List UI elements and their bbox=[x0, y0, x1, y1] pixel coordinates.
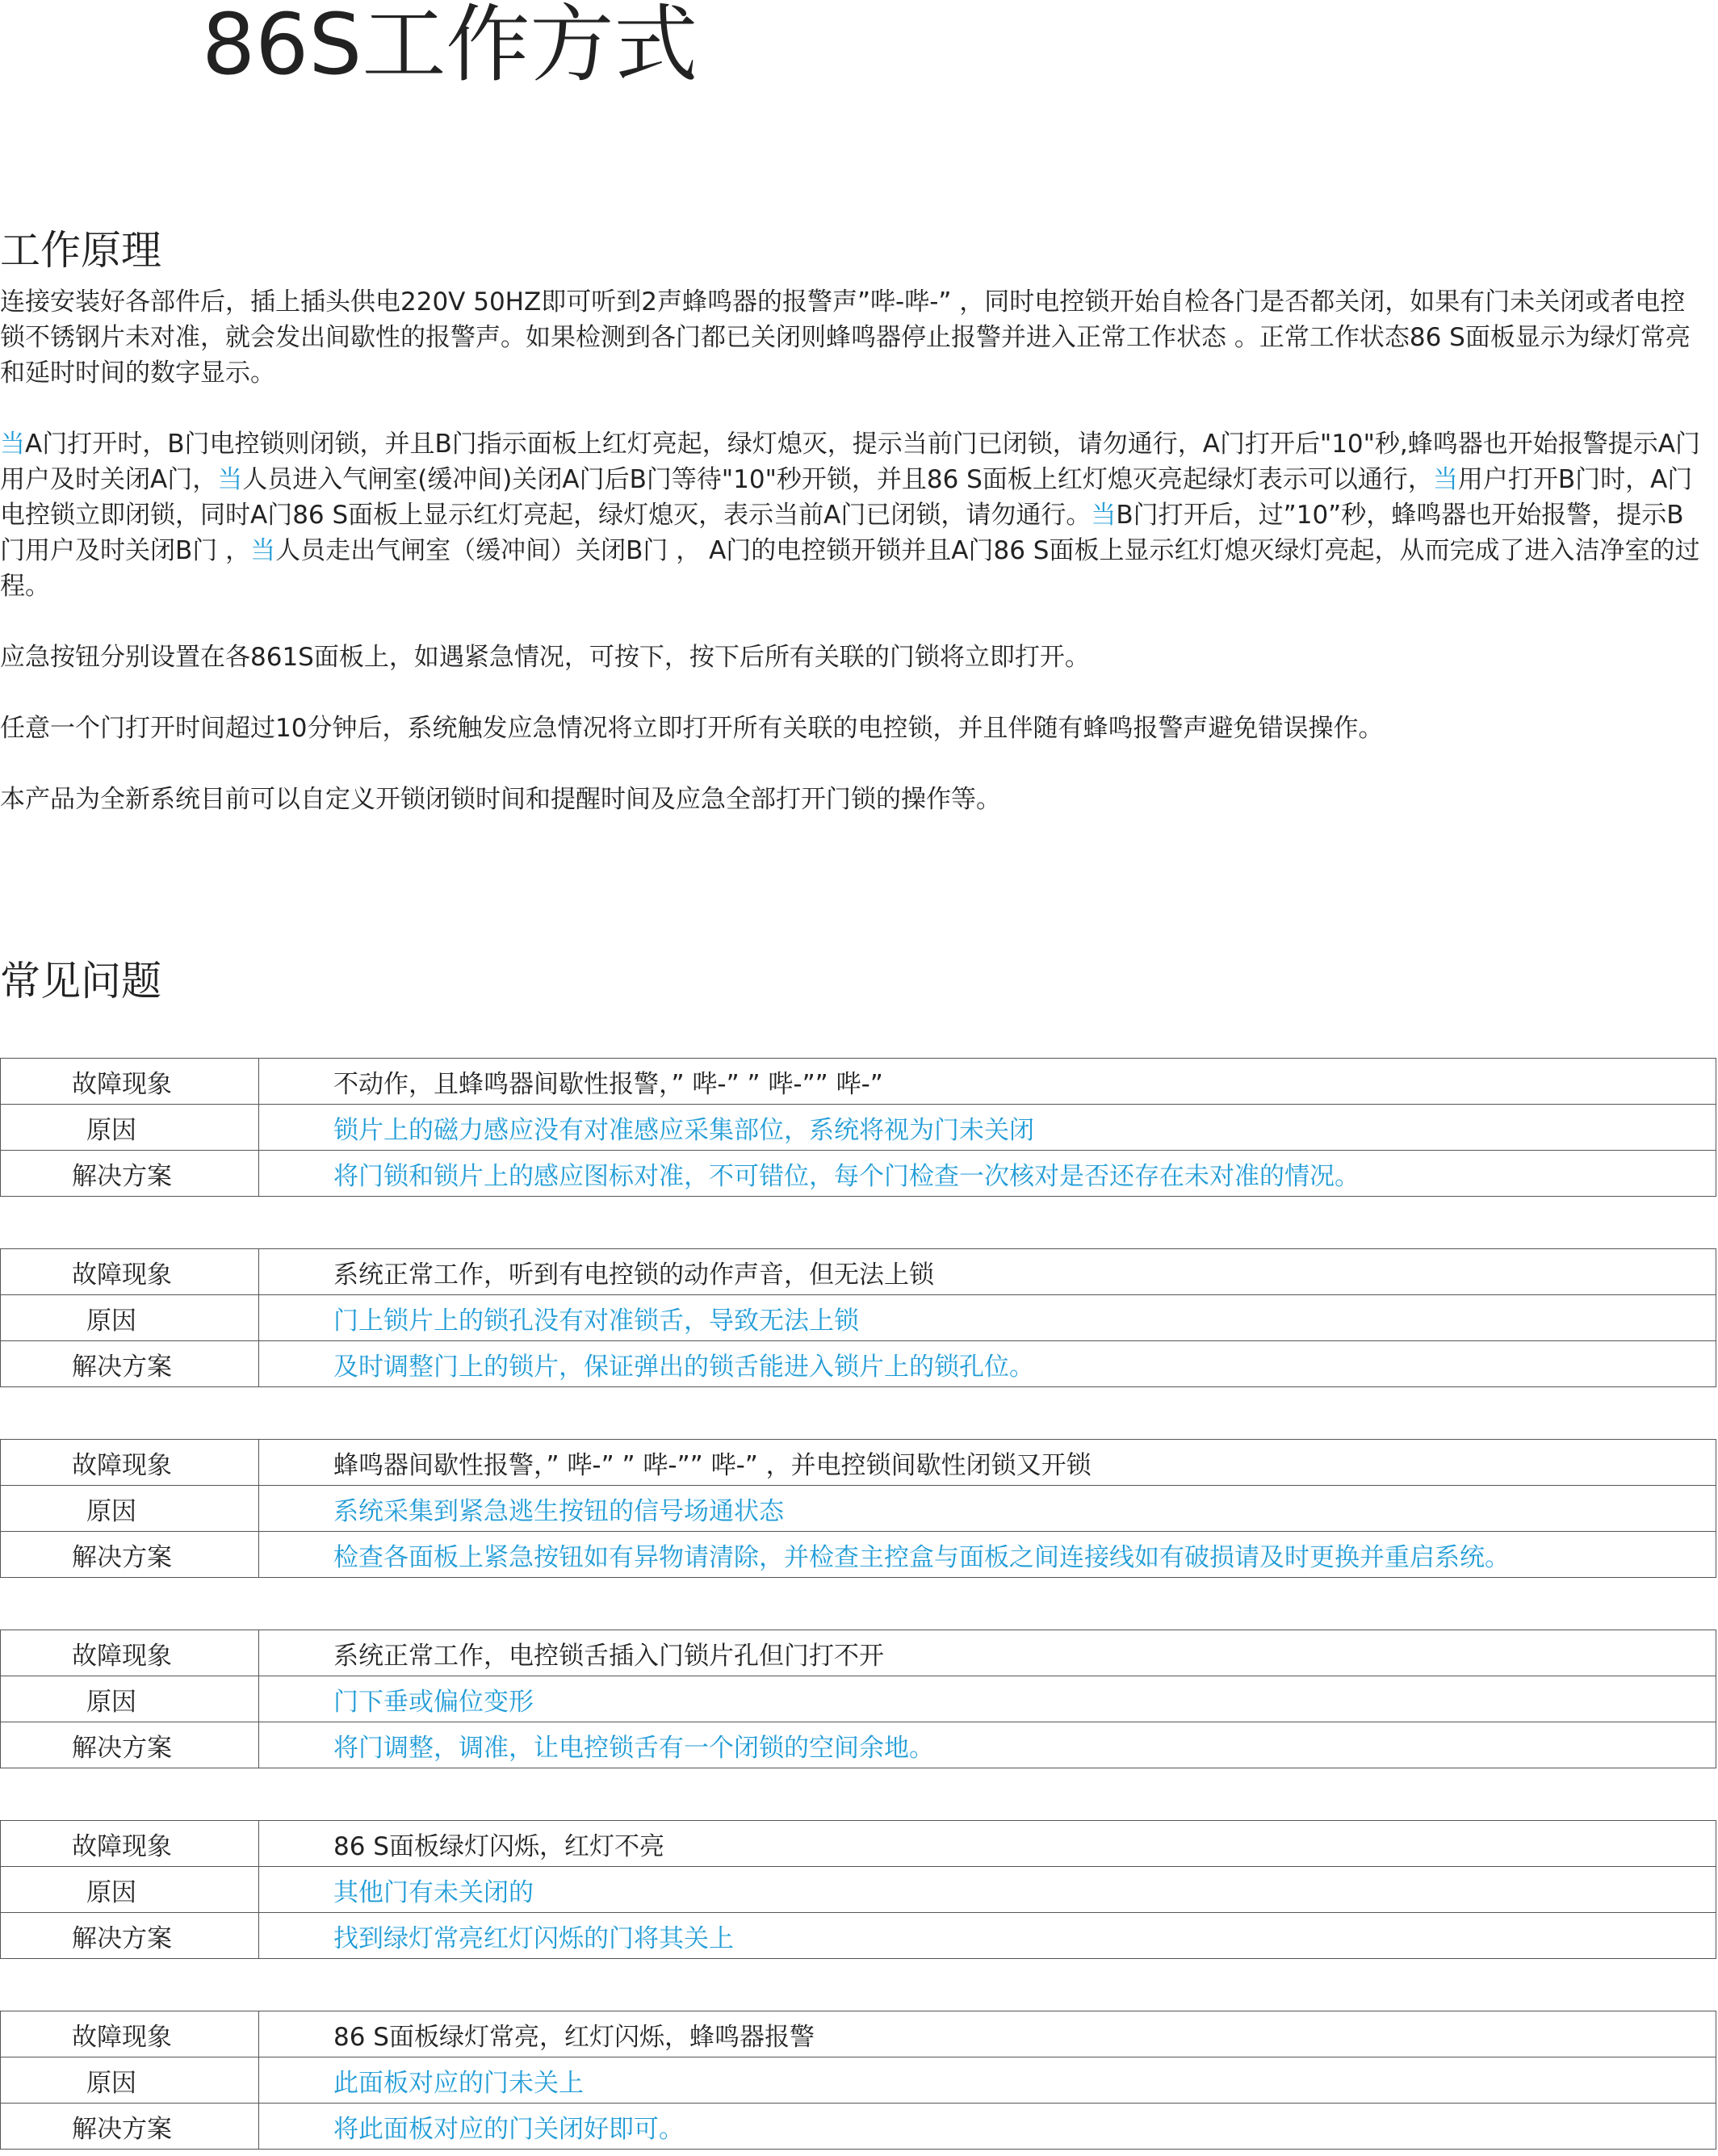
paragraph-emergency-button: 应急按钮分别设置在各861S面板上，如遇紧急情况，可按下，按下后所有关联的门锁将立即打开。 bbox=[0, 643, 1090, 672]
section-heading-principle: 工作原理 bbox=[0, 227, 161, 274]
faq-row-cause bbox=[1, 2057, 1716, 2104]
solution-label: 解决方案 bbox=[1, 1722, 259, 1768]
solution-label: 解决方案 bbox=[1, 1913, 259, 1959]
cause-label: 原因 bbox=[1, 1867, 259, 1913]
highlight-text: 当 bbox=[250, 536, 276, 565]
symptom-label: 故障现象 bbox=[1, 1249, 259, 1295]
symptom-text: 86 S面板绿灯常亮，红灯闪烁，蜂鸣器报警 bbox=[259, 2011, 1716, 2057]
cause-label: 原因 bbox=[1, 1105, 259, 1151]
section-heading-faq: 常见问题 bbox=[0, 958, 161, 1005]
paragraph-startup: 连接安装好各部件后，插上插头供电220V 50HZ即可听到2声蜂鸣器的报警声”哔-哔-” ，同时电控锁开始自检各门是否都关闭，如果有门未关闭或者电控锁不锈钢片未对准，就会发出间歇性的报警声。如果检测到各门都已关闭则蜂鸣器停止报警并进入正常工作状态 。正常工作状态86 S面板显示为绿灯常亮和延时时间的数字显示。 bbox=[0, 287, 1691, 388]
solution-text: 将门调整，调准，让电控锁舌有一个闭锁的空间余地。 bbox=[259, 1722, 1716, 1768]
faq-row-cause bbox=[1, 1867, 1716, 1913]
body-text: 人员走出气闸室（缓冲间）关闭B门 ， A门的电控锁开锁并且A门86 S面板上显示红灯熄灭绿灯亮起，从而完成了进入洁净室的过程。 bbox=[0, 536, 1700, 601]
solution-text: 将此面板对应的门关闭好即可。 bbox=[259, 2104, 1716, 2150]
cause-text: 此面板对应的门未关上 bbox=[259, 2057, 1716, 2104]
solution-label: 解决方案 bbox=[1, 1532, 259, 1578]
symptom-label: 故障现象 bbox=[1, 1059, 259, 1105]
cause-text: 系统采集到紧急逃生按钮的信号场通状态 bbox=[259, 1486, 1716, 1532]
body-text: 用户打开B门时，A门电控锁立即闭锁，同时A门86 S面板上显示红灯亮起，绿灯熄灭，表示当前A门已闭锁，请勿通行。 bbox=[0, 465, 1693, 530]
body-text: B门打开后，过”10”秒，蜂鸣器也开始报警，提示B门用户及时关闭B门 ， bbox=[0, 501, 1684, 565]
solution-label: 解决方案 bbox=[1, 2104, 259, 2150]
symptom-label: 故障现象 bbox=[1, 1630, 259, 1676]
symptom-text: 系统正常工作，电控锁舌插入门锁片孔但门打不开 bbox=[259, 1630, 1716, 1676]
solution-text: 检查各面板上紧急按钮如有异物请清除，并检查主控盒与面板之间连接线如有破损请及时更换并重启系统。 bbox=[259, 1532, 1716, 1578]
solution-text: 找到绿灯常亮红灯闪烁的门将其关上 bbox=[259, 1913, 1716, 1959]
faq-row-cause bbox=[1, 1676, 1716, 1722]
highlight-text: 当 bbox=[1432, 465, 1458, 494]
highlight-text: 当 bbox=[0, 430, 25, 459]
faq-table bbox=[0, 1439, 1716, 1578]
cause-label: 原因 bbox=[1, 2057, 259, 2104]
faq-row-solution bbox=[1, 1341, 1716, 1387]
symptom-text: 不动作，且蜂鸣器间歇性报警，” 哔-” ” 哔-”” 哔-” bbox=[259, 1059, 1716, 1105]
paragraph-product-note: 本产品为全新系统目前可以自定义开锁闭锁时间和提醒时间及应急全部打开门锁的操作等。 bbox=[0, 785, 1001, 814]
symptom-label: 故障现象 bbox=[1, 2011, 259, 2057]
solution-text: 将门锁和锁片上的感应图标对准，不可错位，每个门检查一次核对是否还存在未对准的情况。 bbox=[259, 1151, 1716, 1197]
faq-row-symptom bbox=[1, 2011, 1716, 2057]
page-title: 86S工作方式 bbox=[202, 0, 698, 94]
faq-row-cause bbox=[1, 1295, 1716, 1341]
symptom-text: 蜂鸣器间歇性报警，” 哔-” ” 哔-”” 哔-” ，并电控锁间歇性闭锁又开锁 bbox=[259, 1440, 1716, 1486]
faq-row-solution bbox=[1, 2104, 1716, 2150]
faq-table bbox=[0, 1820, 1716, 1959]
solution-label: 解决方案 bbox=[1, 1151, 259, 1197]
highlight-text: 当 bbox=[217, 465, 243, 494]
faq-row-cause bbox=[1, 1486, 1716, 1532]
faq-row-symptom bbox=[1, 1821, 1716, 1867]
faq-table bbox=[0, 1630, 1716, 1768]
symptom-text: 系统正常工作，听到有电控锁的动作声音，但无法上锁 bbox=[259, 1249, 1716, 1295]
faq-table bbox=[0, 2011, 1716, 2150]
solution-text: 及时调整门上的锁片，保证弹出的锁舌能进入锁片上的锁孔位。 bbox=[259, 1341, 1716, 1387]
cause-label: 原因 bbox=[1, 1676, 259, 1722]
faq-row-solution bbox=[1, 1532, 1716, 1578]
cause-text: 门下垂或偏位变形 bbox=[259, 1676, 1716, 1722]
faq-row-solution bbox=[1, 1913, 1716, 1959]
faq-table bbox=[0, 1248, 1716, 1387]
cause-label: 原因 bbox=[1, 1295, 259, 1341]
faq-row-symptom bbox=[1, 1249, 1716, 1295]
cause-text: 其他门有未关闭的 bbox=[259, 1867, 1716, 1913]
cause-text: 锁片上的磁力感应没有对准感应采集部位，系统将视为门未关闭 bbox=[259, 1105, 1716, 1151]
faq-row-symptom bbox=[1, 1630, 1716, 1676]
faq-row-cause bbox=[1, 1105, 1716, 1151]
faq-row-solution bbox=[1, 1722, 1716, 1768]
paragraph-timeout: 任意一个门打开时间超过10分钟后，系统触发应急情况将立即打开所有关联的电控锁，并且伴随有蜂鸣报警声避免错误操作。 bbox=[0, 714, 1384, 743]
faq-row-symptom bbox=[1, 1059, 1716, 1105]
faq-row-solution bbox=[1, 1151, 1716, 1197]
body-text: 人员进入气闸室(缓冲间)关闭A门后B门等待"10"秒开锁，并且86 S面板上红灯熄灭亮起绿灯表示可以通行， bbox=[242, 465, 1433, 494]
symptom-text: 86 S面板绿灯闪烁，红灯不亮 bbox=[259, 1821, 1716, 1867]
faq-table bbox=[0, 1058, 1716, 1197]
paragraph-workflow bbox=[0, 426, 1703, 604]
cause-label: 原因 bbox=[1, 1486, 259, 1532]
highlight-text: 当 bbox=[1091, 501, 1117, 530]
body-text: A门打开时，B门电控锁则闭锁，并且B门指示面板上红灯亮起，绿灯熄灭，提示当前门已闭锁，请勿通行，A门打开后"10"秒,蜂鸣器也开始报警提示A门用户及时关闭A门， bbox=[0, 430, 1700, 494]
cause-text: 门上锁片上的锁孔没有对准锁舌，导致无法上锁 bbox=[259, 1295, 1716, 1341]
solution-label: 解决方案 bbox=[1, 1341, 259, 1387]
symptom-label: 故障现象 bbox=[1, 1821, 259, 1867]
faq-row-symptom bbox=[1, 1440, 1716, 1486]
symptom-label: 故障现象 bbox=[1, 1440, 259, 1486]
